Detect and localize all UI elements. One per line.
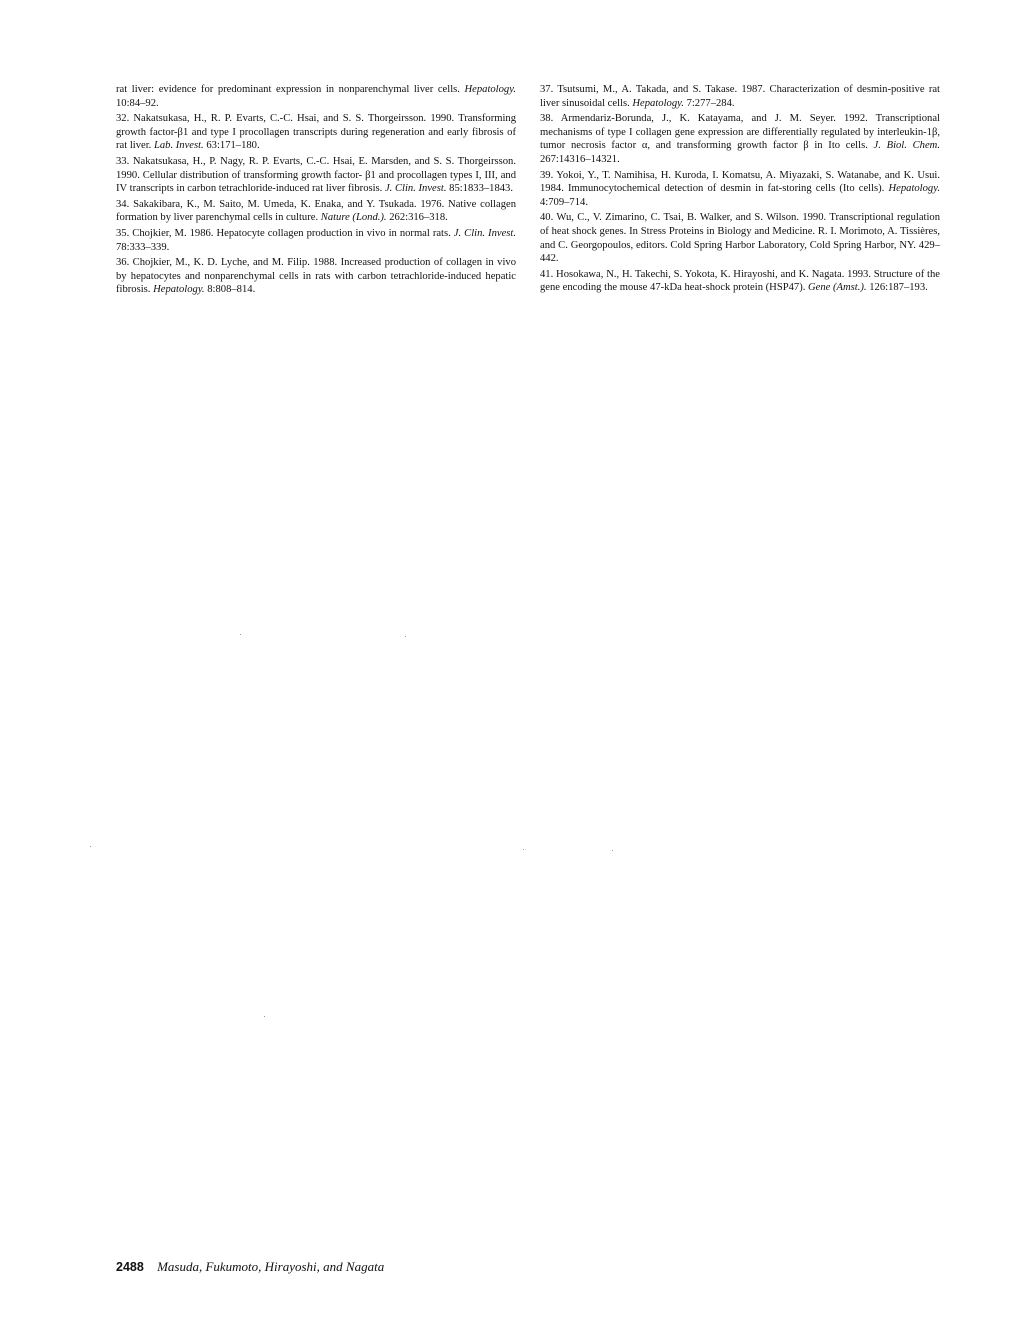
reference-text: 40. Wu, C., V. Zimarino, C. Tsai, B. Walker, and S. Wilson. 1990. Transcriptional regulation of heat shock genes. In Stress Proteins in Biology and Medicine. R. I. Morimoto, A. Tissières, and C. Georgopoulos, editors. Cold Spring Harbor Laboratory, Cold Spring Harbor, NY. 429–442. [540, 212, 940, 265]
scan-speck [612, 850, 613, 851]
reference-text: rat liver: evidence for predominant expression in nonparenchymal liver cells. [116, 84, 460, 95]
reference-citation: 8:808–814. [207, 284, 256, 296]
scan-speck [90, 846, 91, 847]
reference-entry [540, 268, 940, 295]
scan-speck [240, 634, 241, 635]
page-footer [116, 1259, 384, 1275]
reference-text: 36. Chojkier, M., K. D. Lyche, and M. Filip. 1988. Increased production of collagen in vivo by hepatocytes and nonparenchymal cells in rats with carbon tetrachloride-induced hepatic fibrosis. [116, 257, 516, 296]
reference-citation: 126:187–193. [869, 282, 928, 294]
reference-citation: 78:333–339. [116, 241, 170, 253]
reference-entry [116, 155, 516, 196]
running-authors: Masuda, Fukumoto, Hirayoshi, and Nagata [157, 1259, 385, 1274]
reference-text: 39. Yokoi, Y., T. Namihisa, H. Kuroda, I. Komatsu, A. Miyazaki, S. Watanabe, and K. Usui. 1984. Immunocytochemical detection of desmin in fat-storing cells (Ito cells). [540, 169, 940, 195]
reference-citation: 7:277–284. [686, 97, 735, 109]
reference-entry [540, 169, 940, 210]
reference-journal: Hepatology. [632, 97, 684, 109]
reference-journal: J. Clin. Invest. [384, 183, 447, 195]
reference-text: 32. Nakatsukasa, H., R. P. Evarts, C.-C. Hsai, and S. S. Thorgeirsson. 1990. Transforming growth factor-β1 and type I procollagen transcripts during regeneration and early fibrosis of rat liver. [116, 113, 516, 152]
reference-text: 35. Chojkier, M. 1986. Hepatocyte collagen production in vivo in normal rats. [116, 227, 451, 239]
reference-citation: 262:316–318. [389, 212, 448, 224]
reference-journal: Nature (Lond.). [320, 212, 387, 224]
reference-entry [116, 112, 516, 153]
reference-entry [540, 83, 940, 110]
reference-citation: 10:84–92. [116, 97, 159, 109]
scan-speck [523, 849, 524, 850]
reference-journal: J. Biol. Chem. [873, 140, 940, 152]
reference-citation: 63:171–180. [206, 140, 260, 152]
scan-speck [264, 1016, 265, 1017]
reference-journal: Hepatology. [153, 284, 205, 296]
reference-journal: J. Clin. Invest. [453, 227, 516, 239]
reference-text: 41. Hosokawa, N., H. Takechi, S. Yokota, K. Hirayoshi, and K. Nagata. 1993. Structure of the gene encoding the mouse 47-kDa heat-shock protein (HSP47). [540, 268, 940, 294]
reference-journal: Lab. Invest. [153, 140, 204, 152]
scan-speck [405, 636, 406, 637]
reference-entry [116, 83, 516, 110]
reference-citation: 4:709–714. [540, 196, 588, 208]
reference-entry [116, 198, 516, 225]
reference-journal: Hepatology. [888, 183, 940, 195]
reference-column-right [540, 83, 940, 297]
reference-text: 33. Nakatsukasa, H., P. Nagy, R. P. Evarts, C.-C. Hsai, E. Marsden, and S. S. Thorgeirsson. 1990. Cellular distribution of transforming growth factor- β1 and procollagen types I, III, and IV transcripts in carbon tetrachloride-induced rat liver fibrosis. [116, 155, 516, 195]
reference-entry [540, 211, 940, 265]
reference-entry [116, 256, 516, 297]
reference-journal: Gene (Amst.). [808, 282, 867, 294]
reference-column-left [116, 83, 516, 299]
reference-entry [116, 227, 516, 254]
reference-citation: 267:14316–14321. [540, 153, 620, 165]
reference-journal: Hepatology. [464, 84, 516, 95]
reference-text: 34. Sakakibara, K., M. Saito, M. Umeda, K. Enaka, and Y. Tsukada. 1976. Native collagen formation by liver parenchymal cells in culture. [116, 198, 516, 224]
reference-text: 38. Armendariz-Borunda, J., K. Katayama, and J. M. Seyer. 1992. Transcriptional mechanisms of type I collagen gene expression are differentially regulated by interleukin-1β, tumor necrosis factor α, and transforming growth factor β in Ito cells. [540, 113, 940, 152]
page-number: 2488 [116, 1260, 144, 1274]
reference-text: 37. Tsutsumi, M., A. Takada, and S. Takase. 1987. Characterization of desmin-positive rat liver sinusoidal cells. [540, 84, 940, 109]
reference-citation: 85:1833–1843. [449, 183, 513, 195]
reference-entry [540, 112, 940, 166]
